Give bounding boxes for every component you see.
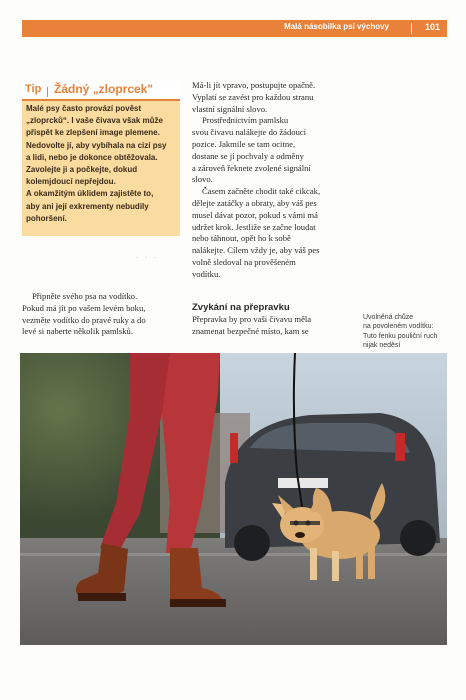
road-marking <box>20 553 447 556</box>
paragraph-line: a zároveň řeknete zvolené signální <box>192 162 311 173</box>
decorative-dots: · · · <box>136 253 159 262</box>
section-subheading: Zvykání na přepravku <box>192 302 290 313</box>
paragraph-line: pozice. Jakmile se tam ocitne, <box>192 138 296 149</box>
paragraph-line: Připněte svého psa na vodítko. <box>32 291 138 301</box>
tip-line: „zloprcků“. I vaše čivava však může <box>26 116 163 126</box>
paragraph-line: slovo. <box>192 174 213 185</box>
page-number: 101 <box>424 22 440 32</box>
header-divider <box>411 23 412 34</box>
paragraph-line: nebo táhnout, opět ho k sobě <box>192 233 291 244</box>
tip-box <box>22 82 180 236</box>
paragraph-line: Přepravka by pro vaši čivavu měla <box>192 314 312 324</box>
paragraph-line: vlastní signální slovo. <box>192 103 268 114</box>
paragraph-line: svou čivavu nalákejte do žádoucí <box>192 127 307 138</box>
tip-divider <box>47 87 48 97</box>
paragraph-line: volně sledoval na prověšeném <box>192 256 296 267</box>
tip-label: Tip <box>25 83 42 95</box>
paragraph-line: Má-li jít vpravo, postupujte opačně. <box>192 80 316 90</box>
paragraph-line: udržet krok. Jestliže se začne loudat <box>192 221 316 232</box>
right-column-text <box>192 80 357 281</box>
paragraph-line: vezměte vodítko do pravé ruky a do <box>22 314 146 325</box>
tip-line: aby ani její exkrementy nebudily <box>26 201 149 211</box>
tip-heading: Žádný „zloprcek" <box>54 82 154 96</box>
tip-line: kolemjdoucí nepřejdou. <box>26 177 116 187</box>
caption-line: nijak neděsí <box>363 342 401 350</box>
paragraph-line: Prostřednictvím pamlsku <box>202 115 289 126</box>
paragraph-line: Pokud má jít po vašem levém boku, <box>22 302 146 313</box>
tip-line: Zavolejte ji a počkejte, dokud <box>26 165 138 175</box>
photo-caption <box>363 313 437 351</box>
paragraph-line: Časem začněte chodit také cikcak, <box>202 186 321 197</box>
photo-illustration <box>20 353 447 645</box>
paragraph-line: vodítku. <box>192 268 221 279</box>
tip-line: přispět ke zlepšení image plemene. <box>26 128 160 138</box>
running-header <box>22 20 447 37</box>
chapter-title: Malá násobilka psí výchovy <box>284 22 389 31</box>
paragraph-line: musel dávat pozor, pokud s vámi má <box>192 209 318 220</box>
tip-text <box>26 103 180 225</box>
tip-line: A okamžitým úklidem zajistěte to, <box>26 189 154 199</box>
caption-line: na povoleném vodítku: <box>363 323 434 331</box>
paragraph-line: dělejte zatáčky a obraty, aby váš pes <box>192 197 317 208</box>
paragraph-line: dostane se jí pochvaly a odměny <box>192 150 304 161</box>
paragraph-line: znamenat bezpečné místo, kam se <box>192 325 309 336</box>
paragraph-line: nalákejte. Cílem vždy je, aby váš pes <box>192 245 320 256</box>
paragraph-line: Vyplatí se zavést pro každou stranu <box>192 91 314 102</box>
dog-walking-photo <box>20 353 447 645</box>
tip-line: Nedovolte jí, aby vybíhala na cizí psy <box>26 140 167 150</box>
left-column-text <box>22 291 180 338</box>
tip-title-bar <box>22 82 180 101</box>
tip-line: a lidi, nebo je dokonce obtěžovala. <box>26 152 158 162</box>
paragraph-line: levé si naberte několik pamlsků. <box>22 326 133 337</box>
caption-line: Tuto fenku pouliční ruch <box>363 332 438 340</box>
caption-line: Uvolněná chůze <box>363 314 414 321</box>
right-column-text-2 <box>192 314 357 338</box>
tip-line: pohoršení. <box>26 213 67 223</box>
tip-line: Malé psy často provází pověst <box>26 104 142 113</box>
